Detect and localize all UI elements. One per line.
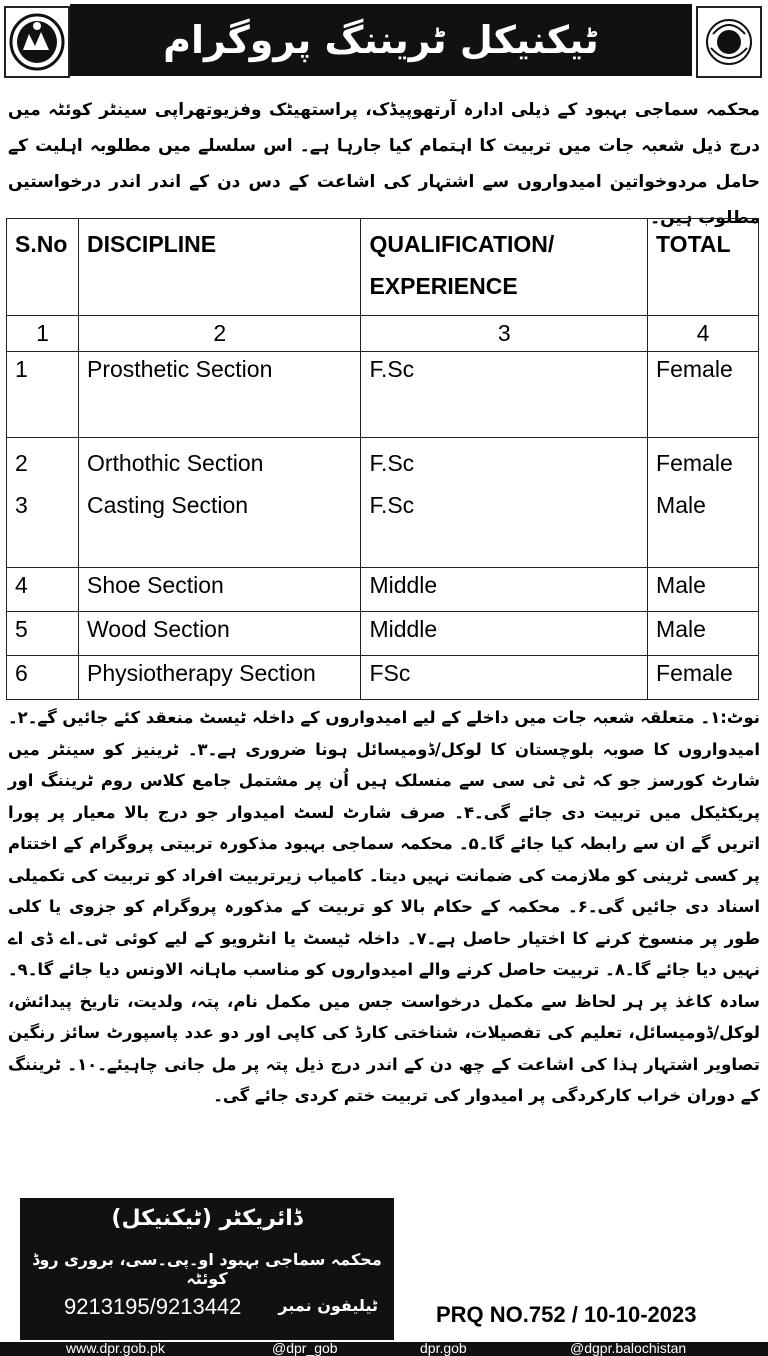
facebook-handle[interactable]: @dgpr.balochistan [570,1342,687,1356]
director-contact-box [20,1198,394,1340]
table-header-row [7,219,759,316]
table-row [7,438,759,568]
row-qualification: Middle [361,612,648,656]
table-row [7,656,759,700]
table-row [7,612,759,656]
row-sno: 5 [7,612,79,656]
row-qualification-cell [361,438,648,568]
table-row [7,352,759,438]
emblem-icon [9,12,65,72]
phone-number: 9213195/9213442 [64,1294,242,1319]
row-total: Male [648,568,759,612]
header-sno: S.No [7,219,79,316]
government-logo-left [4,6,70,78]
notes-paragraph: نوٹ:۱۔ متعلقہ شعبہ جات میں داخلے کے لیے امیدواروں کے داخلہ ٹیسٹ منعقد کئے جائیں گے۔۲۔ امیدواروں کا صوبہ بلوچستان کا لوکل/ڈومیسائل ہونا ضروری ہے۔۳۔ ٹرینیز کو سینٹر میں شارٹ کورسز جو کہ ٹی ٹی سی سے منسلک ہیں اُن پر مشتمل جامع کلاس روم ٹریننگ اور پریکٹیکل میں تربیت دی جائے گی۔۴۔ صرف شارٹ لسٹ امیدوار جو درج بالا معیار پر پورا اتریں گے ان سے رابطہ کیا جائے گا۔۵۔ محکمہ سماجی بہبود مذکورہ تربیتی پروگرام کے اختتام پر کسی ٹرینی کو ملازمت کی ضمانت نہیں دیتا۔ کامیاب زیرتربیت افراد کو تربیت کی تکمیلی اسناد دی جائیں گی۔۶۔ محکمہ کے حکام بالا کو تربیت کے مذکورہ پروگرام کو جزوی یا کلی طور پر منسوخ کرنے کا اختیار حاصل ہے۔۷۔ داخلہ ٹیسٹ یا انٹرویو کے لیے کوئی ٹی۔اے ڈی اے نہیں دیا جائے گا۔۸۔ تربیت حاصل کرنے والے امیدواروں کو مناسب ماہانہ الاونس دیا جائے گا۔۹۔ سادہ کاغذ پر ہر لحاظ سے مکمل درخواست جس میں مکمل نام، پتہ، ولدیت، تاریخ پیدائش، لوکل/ڈومیسائل، تعلیم کی تفصیلات، شناختی کارڈ کی کاپی اور دو عدد پاسپورٹ سائز رنگین تصاویر اشتہار ہذا کی اشاعت کے چھ دن کے اندر درج ذیل پتہ پر مل جانی چاہیئے۔۱۰۔ ٹریننگ کے دوران خراب کارکردگی پر امیدوار کی تربیت ختم کردی جائے گی۔ [8,708,761,1105]
row-sno: 2 [15,450,28,476]
row-total: Male [656,492,706,518]
row-total: Female [648,352,759,438]
row-discipline: Shoe Section [78,568,360,612]
row-discipline: Orthothic Section [86,450,264,476]
row-qualification: Middle [361,568,648,612]
header-discipline: DISCIPLINE [78,219,360,316]
row-sno: 4 [7,568,79,612]
row-total-cell [648,438,759,568]
phone-label: ٹیلیفون نمبر [278,1296,378,1315]
row-qualification: F.Sc [369,492,415,518]
twitter-handle[interactable]: @dpr_gob [272,1342,338,1356]
seal-icon [701,12,757,72]
row-discipline: Casting Section [86,492,249,518]
prq-number: PRQ NO.752 / 10-10-2023 [436,1302,697,1327]
row-discipline-cell [78,438,360,568]
row-total: Male [648,612,759,656]
column-number: 4 [648,316,759,352]
header-qualification: QUALIFICATION/ EXPERIENCE [361,219,648,316]
row-discipline: Prosthetic Section [78,352,360,438]
row-discipline: Wood Section [78,612,360,656]
intro-paragraph: محکمہ سماجی بہبود کے ذیلی ادارہ آرتھوپیڈک، پراستھیٹک وفزیوتھراپی سینٹر کوئٹہ میں درج ذیل شعبہ جات میں تربیت کا اہتمام کیا جارہا ہے۔ اس سلسلے میں مطلوبہ اہلیت کے حامل مردوخواتین امیدواروں سے اشتہار کی اشاعت کے دس دن کے اندر اندر درخواستیں مطلوب ہیں۔ [8,100,760,228]
table-row [7,568,759,612]
row-total: Female [648,656,759,700]
header-total: TOTAL [648,219,759,316]
title-bar [70,4,692,76]
row-total: Female [656,450,733,476]
department-logo-right [696,6,762,78]
row-qualification: FSc [361,656,648,700]
page-title: ٹیکنیکل ٹریننگ پروگرام [163,18,599,62]
director-title: ڈائریکٹر (ٹیکنیکل) [111,1206,303,1231]
training-table [6,218,759,700]
row-sno: 1 [7,352,79,438]
column-number: 3 [361,316,648,352]
header [0,0,768,80]
row-qualification: F.Sc [369,450,415,476]
column-number: 2 [78,316,360,352]
row-discipline: Physiotherapy Section [78,656,360,700]
footer-bar [0,1342,768,1356]
row-sno-cell [7,438,79,568]
director-address: محکمہ سماجی بہبود او۔پی۔سی، بروری روڈ کوئٹہ [32,1250,382,1288]
column-number-row [7,316,759,352]
row-sno: 3 [15,492,28,518]
column-number: 1 [7,316,79,352]
row-sno: 6 [7,656,79,700]
row-qualification: F.Sc [361,352,648,438]
website-link[interactable]: www.dpr.gob.pk [66,1342,165,1356]
instagram-handle[interactable]: dpr.gob [420,1342,467,1356]
